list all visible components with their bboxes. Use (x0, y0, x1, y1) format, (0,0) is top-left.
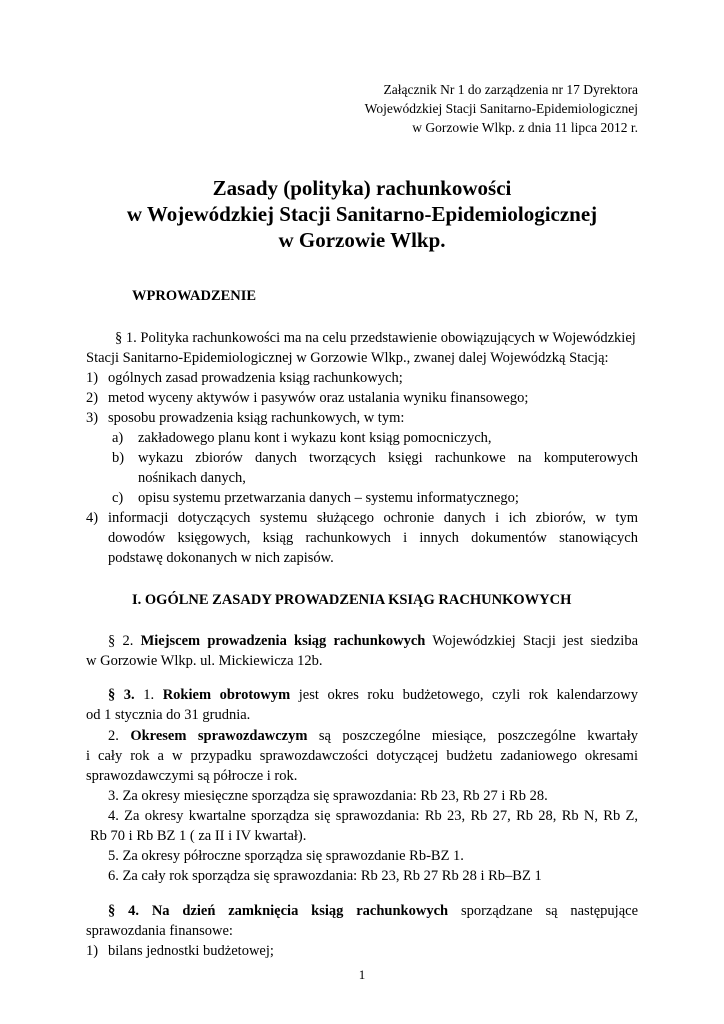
paragraph-3-line: i cały rok a w przypadku sprawozdawczości dotyczącej budżetu zadaniowego okresami (86, 748, 638, 764)
list-item-text: dowodów księgowych, ksiąg rachunkowych i innych dokumentów stanowiących (108, 530, 638, 546)
sublist-letter: c) (112, 490, 124, 506)
attachment-note-line: Wojewódzkiej Stacji Sanitarno-Epidemiologicznej (364, 101, 638, 116)
sublist-item-text: opisu systemu przetwarzania danych – systemu informatycznego; (138, 490, 519, 506)
page-number: 1 (358, 967, 366, 982)
paragraph-3-line: od 1 stycznia do 31 grudnia. (86, 707, 251, 723)
attachment-note (365, 80, 638, 137)
paragraph-1-line: § 1. Polityka rachunkowości ma na celu przedstawienie obowiązujących w Wojewódzkiej (115, 330, 636, 346)
paragraph-text: jest okres roku budżetowego, czyli rok kalendarzowy (290, 687, 639, 703)
paragraph-3-line: 3. Za okresy miesięczne sporządza się sprawozdania: Rb 23, Rb 27 i Rb 28. (108, 788, 548, 804)
paragraph-3-line: sprawozdawczymi są półrocze i rok. (86, 768, 298, 784)
paragraph-number: § 3. (108, 687, 135, 703)
item-number: 1. (134, 687, 163, 703)
attachment-note-line: Załącznik Nr 1 do zarządzenia nr 17 Dyrektora (383, 82, 638, 97)
title-line: w Wojewódzkiej Stacji Sanitarno-Epidemiologicznej (126, 202, 598, 226)
list-number: 2) (86, 390, 99, 406)
paragraph-3-line: 4. Za okresy kwartalne sporządza się sprawozdania: Rb 23, Rb 27, Rb 28, Rb N, Rb Z, (108, 808, 638, 824)
list-number: 1) (86, 370, 99, 386)
bold-term: Okresem sprawozdawczym (130, 728, 308, 744)
bold-term: § 4. Na dzień zamknięcia ksiąg rachunkowych (108, 903, 449, 919)
paragraph-3-line: 6. Za cały rok sporządza się sprawozdania: Rb 23, Rb 27 Rb 28 i Rb–BZ 1 (108, 868, 542, 884)
sublist-item-text: nośnikach danych, (138, 470, 246, 486)
document-title (0, 175, 724, 253)
paragraph-4-line: sprawozdania finansowe: (86, 923, 233, 939)
list-item-text: informacji dotyczących systemu służącego ochronie danych i ich zbiorów, w tym (108, 510, 638, 526)
paragraph-text: Wojewódzkiej Stacji jest siedziba (425, 633, 639, 649)
paragraph-3-line: 5. Za okresy półroczne sporządza się sprawozdanie Rb-BZ 1. (108, 848, 464, 864)
paragraph-3-line: Rb 70 i Rb BZ 1 ( za II i IV kwartał). (90, 828, 307, 844)
list-number: 4) (86, 510, 99, 526)
list-item-text: ogólnych zasad prowadzenia ksiąg rachunkowych; (108, 370, 403, 386)
list-item-text: sposobu prowadzenia ksiąg rachunkowych, w tym: (108, 410, 405, 426)
sublist-item-text: zakładowego planu kont i wykazu kont ksiąg pomocniczych, (138, 430, 492, 446)
paragraph-4-line (108, 903, 638, 920)
section-heading-introduction: WPROWADZENIE (132, 288, 257, 304)
paragraph-3-line (108, 728, 638, 745)
paragraph-3-line (108, 687, 638, 704)
paragraph-number: § 2. (108, 633, 141, 649)
sublist-item-text: wykazu zbiorów danych tworzących księgi rachunkowe na komputerowych (138, 450, 638, 466)
paragraph-1-line: Stacji Sanitarno-Epidemiologicznej w Gorzowie Wlkp., zwanej dalej Wojewódzką Stacją: (86, 350, 609, 366)
bold-term: Miejscem prowadzenia ksiąg rachunkowych (140, 633, 426, 649)
title-line: w Gorzowie Wlkp. (278, 228, 446, 252)
paragraph-text: są poszczególne miesiące, poszczególne kwartały (307, 728, 638, 744)
paragraph-text: sporządzane są następujące (448, 903, 638, 919)
sublist-letter: a) (112, 430, 124, 446)
list-item-text: metod wyceny aktywów i pasywów oraz ustalania wyniku finansowego; (108, 390, 529, 406)
list-number: 1) (86, 943, 99, 959)
section-heading-general-rules: I. OGÓLNE ZASADY PROWADZENIA KSIĄG RACHUNKOWYCH (132, 592, 572, 608)
bold-term: Rokiem obrotowym (162, 687, 291, 703)
list-item-text: podstawę dokonanych w nich zapisów. (108, 550, 334, 566)
list-item-text: bilans jednostki budżetowej; (108, 943, 274, 959)
sublist-letter: b) (112, 450, 125, 466)
title-line: Zasady (polityka) rachunkowości (212, 176, 512, 200)
paragraph-2-line (108, 633, 638, 650)
item-number: 2. (108, 728, 131, 744)
paragraph-2-line: w Gorzowie Wlkp. ul. Mickiewicza 12b. (86, 653, 323, 669)
attachment-note-line: w Gorzowie Wlkp. z dnia 11 lipca 2012 r. (412, 120, 638, 135)
list-number: 3) (86, 410, 99, 426)
